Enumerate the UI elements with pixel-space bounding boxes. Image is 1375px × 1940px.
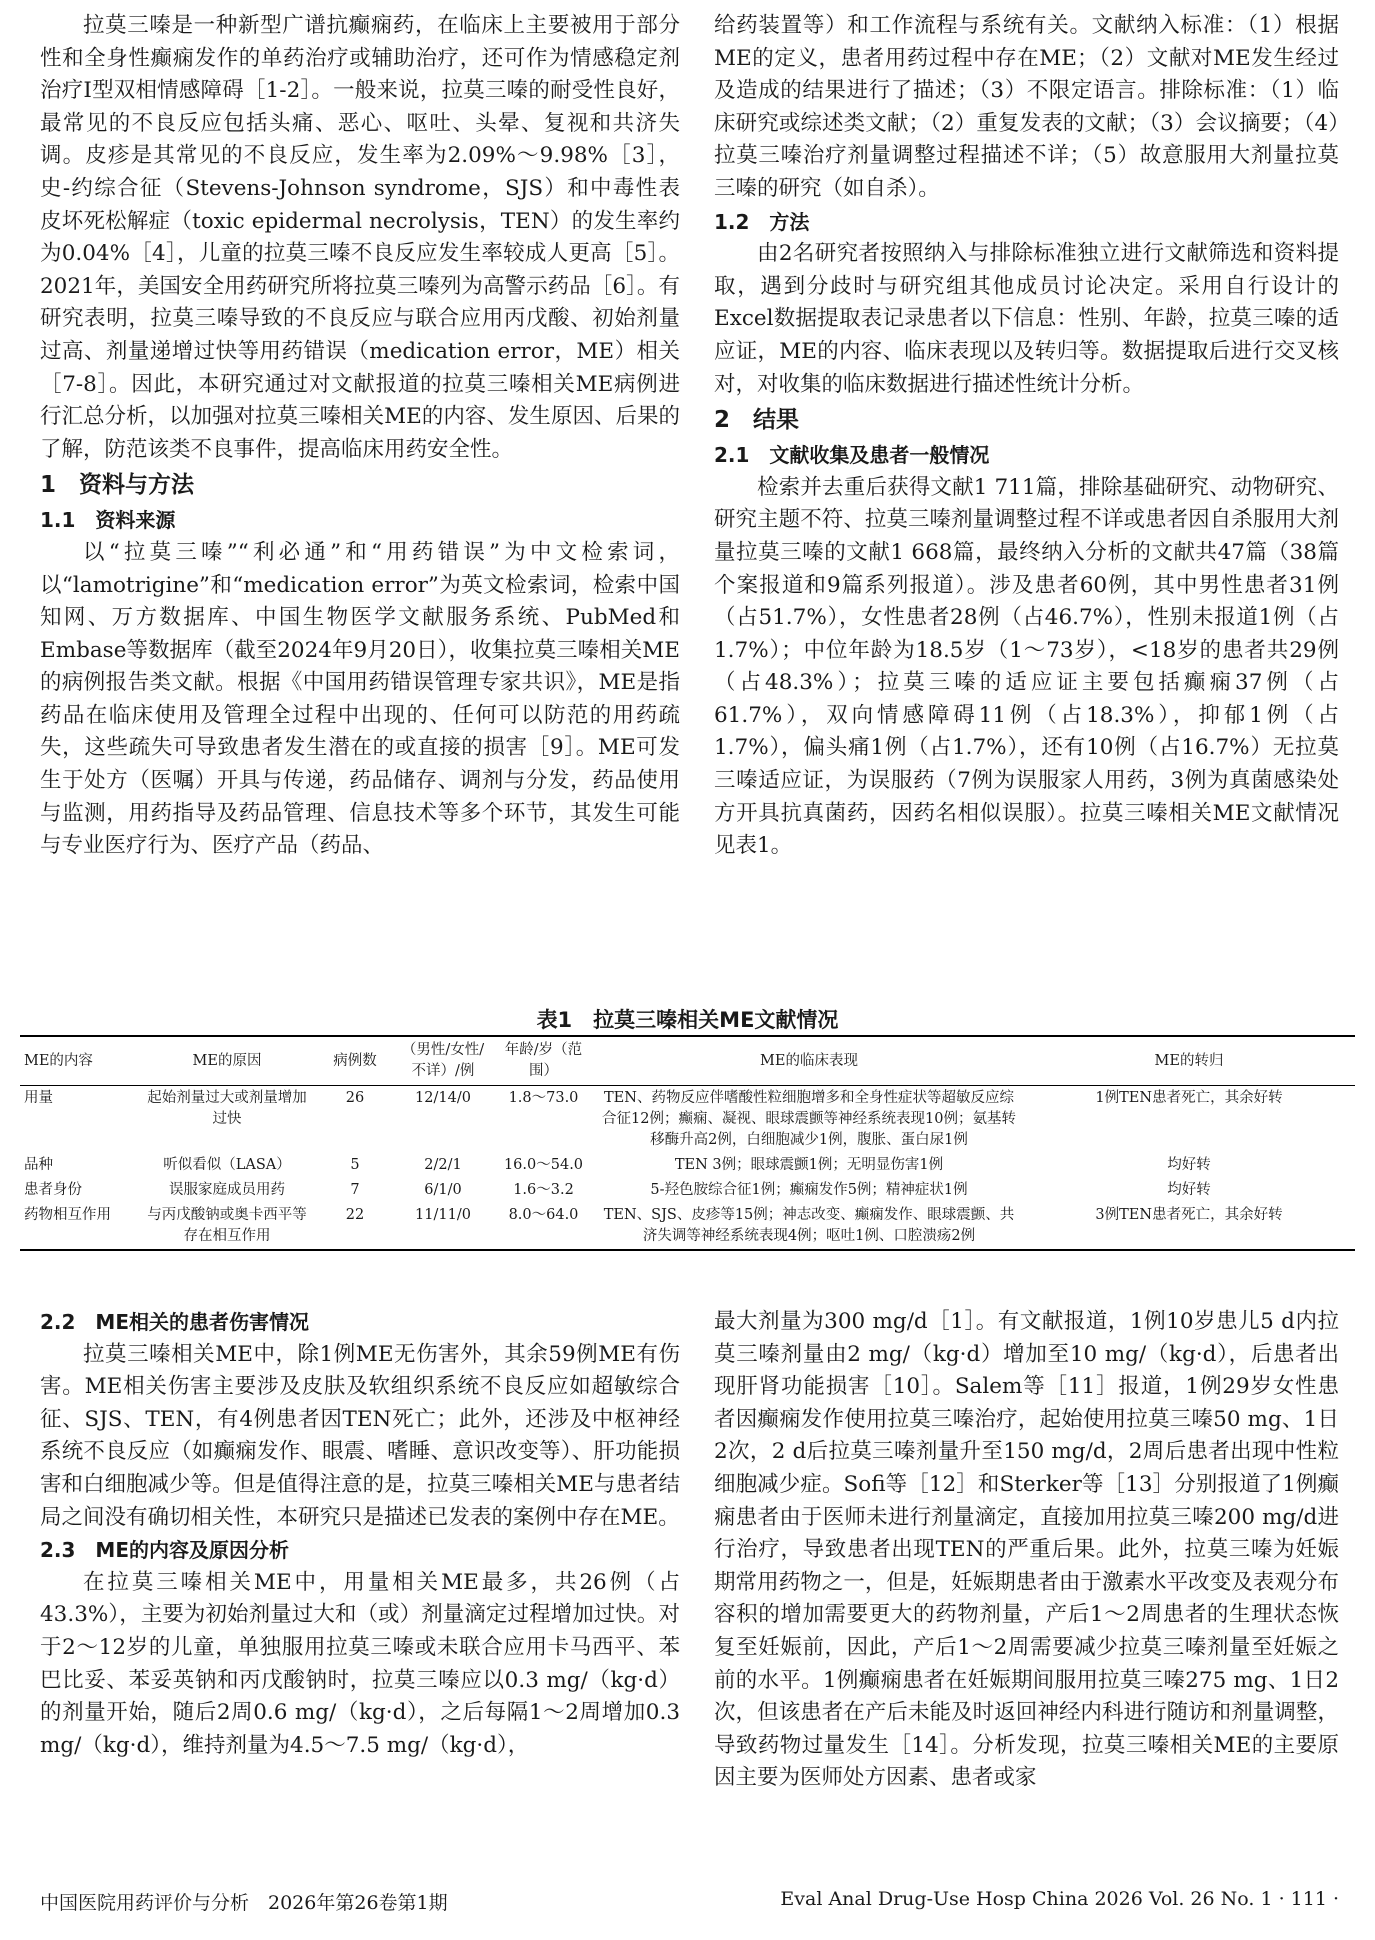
cell: 5 [350,1157,360,1173]
criteria-paragraph: 给药装置等）和工作流程与系统有关。文献纳入标准：（1）根据ME的定义，患者用药过程中存在ME；（2）文献对ME发生经过及造成的结果进行了描述；（3）不限定语言。排除标准：（1）临床研究或综述类文献；（2）重复发表的文献；（3）会议摘要；（4）拉莫三嗪治疗剂量调整过程描述不详；（5）故意服用大剂量拉莫三嗪的研究（如自杀）。 [714,13,1339,201]
header-clinical: ME的临床表现 [595,1036,1023,1086]
cell: TEN、药物反应伴嗜酸性粒细胞增多和全身性症状等超敏反应综合征12例；癫痫、凝视、眼球震颤等神经系统表现10例；氨基转移酶升高2例，白细胞减少1例，腹胀、蛋白尿1例 [602,1090,1016,1148]
cell: 起始剂量过大或剂量增加过快 [147,1090,307,1127]
table-title: 表1 拉莫三嗪相关ME文献情况 [536,1008,839,1032]
section-heading-1-1: 1.1 资料来源 [40,508,176,533]
table-row [20,1086,1355,1154]
analysis-continued-paragraph: 最大剂量为300 mg/d［1］。有文献报道，1例10岁患儿5 d内拉莫三嗪剂量由2 mg/（kg·d）增加至10 mg/（kg·d），后患者出现肝肾功能损害［10］。Salem等［11］报道，1例29岁女性患者因癫痫发作使用拉莫三嗪治疗，起始使用拉莫三嗪50 mg、1日2次，2 d后拉莫三嗪剂量升至150 mg/d，2周后患者出现中性粒细胞减少症。Sofi等［12］和Sterker等［13］分别报道了1例癫痫患者由于医师未进行剂量滴定，直接加用拉莫三嗪200 mg/d进行治疗，导致患者出现TEN的严重后果。此外，拉莫三嗪为妊娠期常用药物之一，但是，妊娠期患者由于激素水平改变及表观分布容积的增加需要更大的药物剂量，产后1～2周患者的生理状态恢复至妊娠前，因此，产后1～2周需要减少拉莫三嗪剂量至妊娠之前的水平。1例癫痫患者在妊娠期间服用拉莫三嗪275 mg、1日2次，但该患者在产后未能及时返回神经内科进行随访和剂量调整，导致药物过量发生［14］。分析发现，拉莫三嗪相关ME的主要原因主要为医师处方因素、患者或家 [714,1309,1339,1791]
cell: 用量 [24,1090,53,1106]
section-heading-2-2: 2.2 ME相关的患者伤害情况 [40,1310,309,1334]
cell: 1例TEN患者死亡，其余好转 [1095,1090,1283,1106]
right-column-bottom [714,1306,1339,1795]
page-number-footer: Eval Anal Drug-Use Hosp China 2026 Vol. 26 No. 1 · 111 · [780,1888,1339,1910]
section-heading-2-1: 2.1 文献收集及患者一般情况 [714,443,990,468]
cell: 均好转 [1167,1157,1211,1173]
table-row [20,1178,1355,1203]
cell: 误服家庭成员用药 [169,1182,285,1198]
intro-paragraph: 拉莫三嗪是一种新型广谱抗癫痫药，在临床上主要被用于部分性和全身性癫痫发作的单药治疗或辅助治疗，还可作为情感稳定剂治疗Ⅰ型双相情感障碍［1-2］。一般来说，拉莫三嗪的耐受性良好，最常见的不良反应包括头痛、恶心、呕吐、头晕、复视和共济失调。皮疹是其常见的不良反应，发生率为2.09%～9.98%［3］，史-约综合征（Stevens-Johnson syndrome，SJS）和中毒性表皮坏死松解症（toxic epidermal necrolysis，TEN）的发生率约为0.04%［4］，儿童的拉莫三嗪不良反应发生率较成人更高［5］。2021年，美国安全用药研究所将拉莫三嗪列为高警示药品［6］。有研究表明，拉莫三嗪导致的不良反应与联合应用丙戊酸、初始剂量过高、剂量递增过快等用药错误（medication error，ME）相关［7-8］。因此，本研究通过对文献报道的拉莫三嗪相关ME病例进行汇总分析，以加强对拉莫三嗪相关ME的内容、发生原因、后果的了解，防范该类不良事件，提高临床用药安全性。 [40,13,680,462]
cell: 品种 [24,1157,53,1173]
left-column-bottom [40,1306,680,1762]
cell: 患者身份 [24,1182,82,1198]
cell: 6/1/0 [424,1182,462,1198]
cell: 与丙戊酸钠或奥卡西平等存在相互作用 [138,1203,316,1250]
section-heading-1-2: 1.2 方法 [714,209,810,234]
cell: 1.8～73.0 [508,1090,579,1106]
cell: 22 [316,1203,394,1250]
cell: TEN 3例；眼球震颤1例；无明显伤害1例 [674,1157,944,1173]
cell: 7 [350,1182,360,1198]
left-column-top [40,10,680,863]
cell: 26 [345,1090,365,1106]
journal-footer: 中国医院用药评价与分析 2026年第26卷第1期 [40,1892,448,1914]
table-header-row [20,1036,1355,1086]
header-me-content: ME的内容 [20,1036,138,1086]
cell: 5-羟色胺综合征1例；癫痫发作5例；精神症状1例 [650,1182,968,1198]
cell: 听似看似（LASA） [163,1157,291,1173]
section-heading-2: 2 结果 [714,407,800,434]
header-case-count: 病例数 [316,1036,394,1086]
cell: 12/14/0 [415,1090,471,1106]
table-row [20,1203,1355,1250]
section-heading-2-3: 2.3 ME的内容及原因分析 [40,1538,289,1563]
cell: TEN、SJS、皮疹等15例；神志改变、癫痫发作、眼球震颤、共济失调等神经系统表现4例；呕吐1例、口腔溃疡2例 [595,1203,1023,1250]
methods-paragraph: 由2名研究者按照纳入与排除标准独立进行文献筛选和资料提取，遇到分歧时与研究组其他成员讨论决定。采用自行设计的Excel数据提取表记录患者以下信息：性别、年龄，拉莫三嗪的适应证，ME的内容、临床表现以及转归等。数据提取后进行交叉核对，对收集的临床数据进行描述性统计分析。 [714,241,1339,397]
header-me-cause: ME的原因 [138,1036,316,1086]
cell: 1.6～3.2 [513,1182,574,1198]
cell: 3例TEN患者死亡，其余好转 [1023,1203,1355,1250]
cell: 16.0～54.0 [503,1157,584,1173]
cell: 药物相互作用 [20,1203,138,1250]
section-heading-1: 1 资料与方法 [40,472,195,499]
analysis-paragraph: 在拉莫三嗪相关ME中，用量相关ME最多，共26例（占43.3%），主要为初始剂量过大和（或）剂量滴定过程增加过快。对于2～12岁的儿童，单独服用拉莫三嗪或未联合应用卡马西平、苯巴比妥、苯妥英钠和丙戊酸钠时，拉莫三嗪应以0.3 mg/（kg·d）的剂量开始，随后2周0.6 mg/（kg·d），之后每隔1～2周增加0.3 mg/（kg·d），维持剂量为4.5～7.5 mg/（kg·d）， [40,1569,680,1758]
cell: 均好转 [1167,1182,1211,1198]
data-source-paragraph: 以“拉莫三嗪”“利必通”和“用药错误”为中文检索词，以“lamotrigine”和“medication error”为英文检索词，检索中国知网、万方数据库、中国生物医学文献服务系统、PubMed和Embase等数据库（截至2024年9月20日），收集拉莫三嗪相关ME的病例报告类文献。根据《中国用药错误管理专家共识》，ME是指药品在临床使用及管理全过程中出现的、任何可以防范的用药疏失，这些疏失可导致患者发生潜在的或直接的损害［9］。ME可发生于处方（医嘱）开具与传递，药品储存、调剂与分发，药品使用与监测，用药指导及药品管理、信息技术等多个环节，其发生可能与专业医疗行为、医疗产品（药品、 [40,539,680,859]
harm-paragraph: 拉莫三嗪相关ME中，除1例ME无伤害外，其余59例ME有伤害。ME相关伤害主要涉及皮肤及软组织系统不良反应如超敏综合征、SJS、TEN，有4例患者因TEN死亡；此外，还涉及中枢神经系统不良反应（如癫痫发作、眼震、嗜睡、意识改变等）、肝功能损害和白细胞减少等。但是值得注意的是，拉莫三嗪相关ME与患者结局之间没有确切相关性，本研究只是描述已发表的案例中存在ME。 [40,1341,680,1530]
cell: 8.0～64.0 [492,1203,595,1250]
results-paragraph: 检索并去重后获得文献1 711篇，排除基础研究、动物研究、研究主题不符、拉莫三嗪剂量调整过程不详或患者因自杀服用大剂量拉莫三嗪的文献1 668篇，最终纳入分析的文献共47篇（38篇个案报道和9篇系列报道）。涉及患者60例，其中男性患者31例（占51.7%），女性患者28例（占46.7%），性别未报道1例（占1.7%）；中位年龄为18.5岁（1～73岁），<18岁的患者共29例（占48.3%）；拉莫三嗪的适应证主要包括癫痫37例（占61.7%），双向情感障碍11例（占18.3%），抑郁1例（占1.7%），偏头痛1例（占1.7%），还有10例（占16.7%）无拉莫三嗪适应证，为误服药（7例为误服家人用药，3例为真菌感染处方开具抗真菌药，因药名相似误服）。拉莫三嗪相关ME文献情况见表1。 [714,474,1339,859]
right-column-top [714,10,1339,863]
me-literature-table [20,1035,1355,1251]
header-age: 年龄/岁（范围） [492,1036,595,1086]
header-sex: （男性/女性/不详）/例 [394,1036,492,1086]
cell: 2/2/1 [424,1157,462,1173]
table-row [20,1153,1355,1178]
header-outcome: ME的转归 [1023,1036,1355,1086]
cell: 11/11/0 [394,1203,492,1250]
